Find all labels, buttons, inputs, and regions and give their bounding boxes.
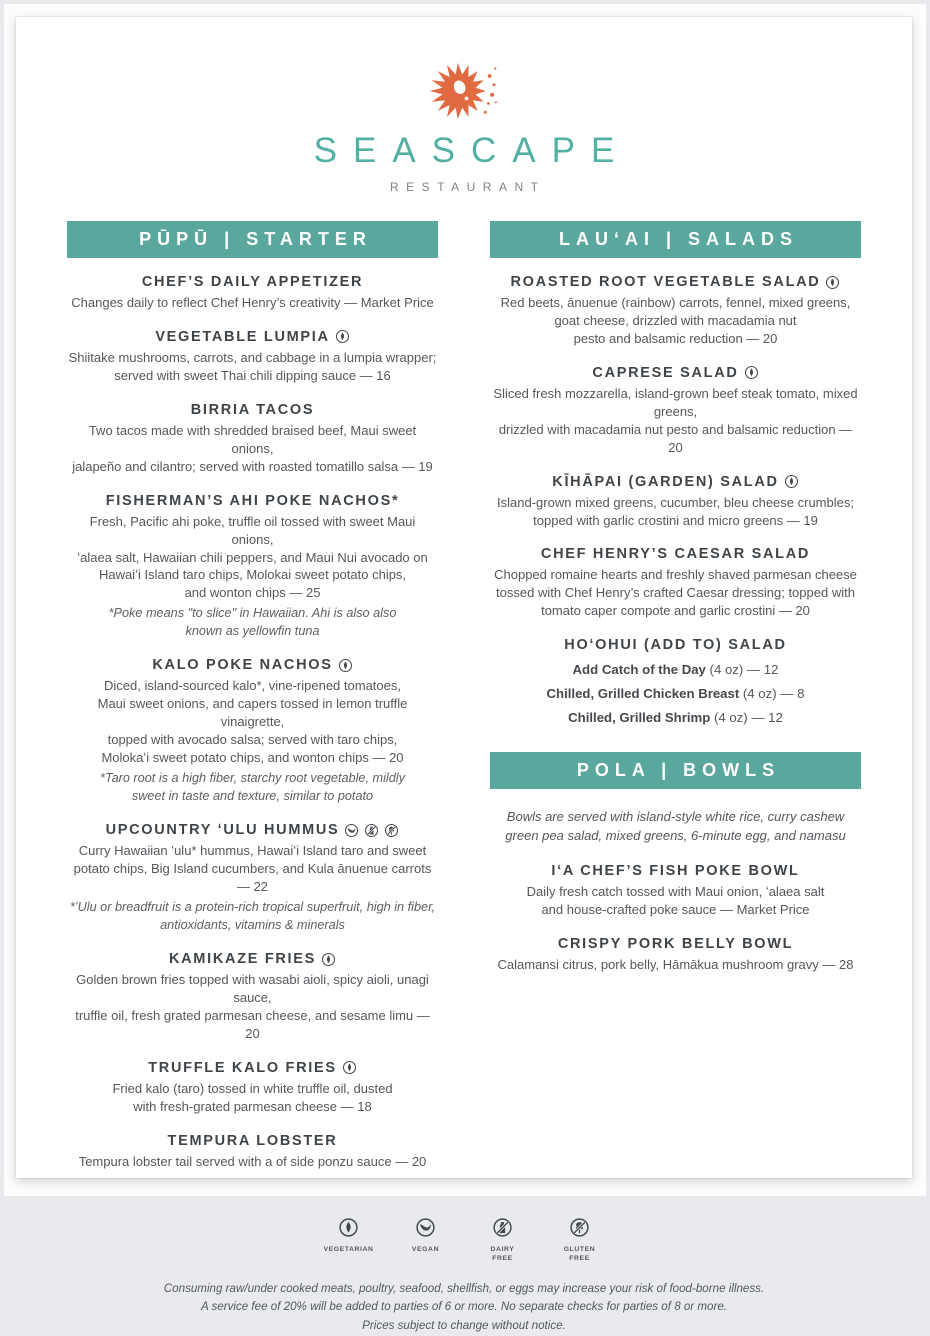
menu-columns (16, 221, 912, 1171)
vegetarian-icon (321, 952, 336, 967)
legend-item-gluten-free (549, 1217, 611, 1263)
menu-item-title (67, 274, 438, 290)
menu-item (67, 951, 438, 1043)
menu-page (16, 17, 912, 1332)
menu-item-description: Two tacos made with shredded braised beef, Maui sweet onions, jalapeño and cilantro; served with roasted tomatillo salsa — 19 (72, 422, 433, 474)
menu-item-description: Diced, island-sourced kalo*, vine-ripened tomatoes, Maui sweet onions, and capers tossed in lemon truffle vinaigrette, topped with avocado salsa; served with taro chips, Molokaʻi sweet potato chips, and wonton chips — 20 (97, 678, 408, 766)
menu-item (490, 365, 861, 457)
menu-item-description: Tempura lobster tail served with a of side ponzu sauce — 20 (78, 1153, 427, 1169)
menu-item-description: Golden brown fries topped with wasabi aioli, spicy aioli, unagi sauce, truffle oil, fresh grated parmesan cheese, and sesame limu — 20 (75, 972, 430, 1041)
menu-item-title-text: CRISPY PORK BELLY BOWL (557, 935, 794, 952)
menu-item-title-text: KALO POKE NACHOS (152, 657, 333, 674)
dietary-legend (16, 1217, 912, 1263)
menu-item-title (490, 863, 861, 879)
menu-item-title (67, 402, 438, 418)
menu-item-description: Daily fresh catch tossed with Maui onion, ʻalaea salt and house-crafted poke sauce — Market Price (526, 883, 825, 917)
menu-item (490, 863, 861, 919)
menu-item-title (490, 274, 861, 290)
restaurant-subtitle: RESTAURANT (390, 180, 546, 194)
menu-item (67, 402, 438, 476)
menu-item (67, 493, 438, 641)
menu-item-title-text: TEMPURA LOBSTER (167, 1132, 338, 1149)
menu-item-footnote: *ʻUlu or breadfruit is a protein-rich tropical superfruit, high in fiber, antioxidants, vitamins & minerals (69, 899, 436, 932)
legend-item-dairy-free (472, 1217, 534, 1263)
gluten-free-icon (569, 1217, 590, 1238)
menu-item-title-text: ROASTED ROOT VEGETABLE SALAD (510, 274, 821, 290)
disclaimer-line: A service fee of 20% will be added to parties of 6 or more. No separate checks for parties of 8 or more. (200, 1300, 728, 1314)
menu-item-title (67, 329, 438, 345)
menu-item-title (490, 936, 861, 952)
menu-item-title-text: TRUFFLE KALO FRIES (148, 1059, 337, 1076)
legend-item-vegetarian (318, 1217, 380, 1254)
menu-footer (16, 1217, 912, 1336)
vegan-icon (415, 1217, 436, 1238)
menu-item-title-text: VEGETABLE LUMPIA (155, 328, 330, 345)
menu-item-title-text: FISHERMAN’S AHI POKE NACHOS* (105, 492, 400, 509)
menu-item-title (67, 1133, 438, 1149)
menu-item-footnote: *Poke means "to slice" in Hawaiian. Ahi is also also known as yellowfin tuna (108, 606, 397, 639)
menu-item-title-text: CHEF’S DAILY APPETIZER (141, 274, 364, 290)
menu-item-title (67, 951, 438, 967)
menu-item-title-text: UPCOUNTRY ʻULU HUMMUS (105, 822, 340, 839)
menu-item-title (490, 365, 861, 381)
menu-item-title-text: HOʻOHUI (ADD TO) SALAD (564, 637, 787, 654)
menu-item (490, 274, 861, 348)
menu-item-title (490, 474, 861, 490)
add-on-line: Chilled, Grilled Chicken Breast (4 oz) — 8 (546, 686, 805, 702)
menu-column-left (67, 221, 438, 1171)
restaurant-name: SEASCAPE (313, 131, 631, 170)
add-on-line: Chilled, Grilled Shrimp (4 oz) — 12 (568, 710, 783, 726)
menu-item-title-text: CHEF HENRY’S CAESAR SALAD (540, 546, 811, 563)
vegetarian-icon (744, 365, 759, 380)
menu-item-title-text: CAPRESE SALAD (592, 364, 739, 381)
menu-item-title-text: BIRRIA TACOS (190, 401, 315, 418)
sea-urchin-icon (429, 59, 499, 123)
menu-item (490, 474, 861, 530)
menu-item-description: Fresh, Pacific ahi poke, truffle oil tossed with sweet Maui onions, ʻalaea salt, Hawaiian chili peppers, and Maui Nui avocado on Hawaiʻi Island taro chips, Molokai sweet potato chips, and wonton chips — 25 (77, 513, 428, 601)
menu-item (67, 1060, 438, 1116)
menu-item-title (490, 546, 861, 562)
menu-item-title (67, 822, 438, 838)
section-header: PŪPŪ | STARTER (67, 221, 438, 258)
menu-item-description: Fried kalo (taro) tossed in white truffle oil, dusted with fresh-grated parmesan cheese — 18 (112, 1080, 393, 1114)
add-on-line: Add Catch of the Day (4 oz) — 12 (572, 662, 779, 678)
menu-item (67, 1133, 438, 1171)
menu-item-description: Sliced fresh mozzarella, island-grown beef steak tomato, mixed greens, drizzled with macadamia nut pesto and balsamic reduction — 20 (493, 385, 858, 455)
section-intro-note: Bowls are served with island-style white rice, curry cashew green pea salad, mixed greens, 6-minute egg, and namasu (505, 809, 846, 844)
menu-item (67, 822, 438, 934)
menu-item-title-text: KAMIKAZE FRIES (168, 951, 317, 967)
menu-item-description: Chopped romaine hearts and freshly shaved parmesan cheese tossed with Chef Henry’s crafted Caesar dressing; topped with tomato caper compote and garlic crostini — 20 (494, 567, 857, 619)
menu-item (490, 637, 861, 725)
vegetarian-icon (825, 275, 840, 290)
dairy-free-icon (364, 823, 379, 838)
dairy-free-icon (492, 1217, 513, 1238)
menu-item-title-text: IʻA CHEF’S FISH POKE BOWL (551, 862, 800, 879)
section-header: LAUʻAI | SALADS (490, 221, 861, 258)
disclaimer-line: Consuming raw/under cooked meats, poultry, seafood, shellfish, or eggs may increase your risk of food-borne illness. (163, 1281, 765, 1295)
menu-item (67, 657, 438, 805)
menu-item-title (67, 1060, 438, 1076)
menu-item (67, 274, 438, 312)
menu-item-title (67, 493, 438, 509)
menu-item-description: Island-grown mixed greens, cucumber, bleu cheese crumbles; topped with garlic crostini and micro greens — 19 (497, 494, 854, 528)
menu-item-footnote: *Taro root is a high fiber, starchy root vegetable, mildly sweet in taste and texture, similar to potato (100, 771, 405, 804)
menu-item-description: Changes daily to reflect Chef Henry’s creativity — Market Price (71, 295, 434, 310)
legend-label: VEGETARIAN (323, 1245, 374, 1253)
disclaimer-text (16, 1280, 912, 1336)
legend-label: DAIRY FREE (490, 1245, 515, 1262)
vegetarian-icon (338, 658, 353, 673)
gluten-free-icon (384, 823, 399, 838)
disclaimer-line: Prices subject to change without notice. (362, 1319, 566, 1332)
menu-item-description: Shiitake mushrooms, carrots, and cabbage in a lumpia wrapper; served with sweet Thai chili dipping sauce — 16 (68, 349, 437, 383)
vegetarian-icon (342, 1060, 357, 1075)
section-header: POLA | BOWLS (490, 752, 861, 789)
brand-header (16, 17, 912, 194)
vegetarian-icon (784, 474, 799, 489)
menu-item-description: Curry Hawaiian ʻulu* hummus, Hawaiʻi Island taro and sweet potato chips, Big Island cucumbers, and Kula ānuenue carrots — 22 (73, 843, 432, 894)
menu-item-description: Red beets, ānuenue (rainbow) carrots, fennel, mixed greens, goat cheese, drizzled with macadamia nut pesto and balsamic reduction — 20 (500, 295, 851, 346)
menu-item-description: Calamansi citrus, pork belly, Hāmākua mushroom gravy — 28 (497, 956, 854, 972)
menu-item-title (490, 637, 861, 653)
vegetarian-icon (335, 329, 350, 344)
legend-label: VEGAN (411, 1245, 440, 1253)
legend-item-vegan (395, 1217, 457, 1254)
legend-label: GLUTEN FREE (563, 1245, 596, 1262)
menu-column-right (490, 221, 861, 974)
menu-item (490, 546, 861, 620)
menu-item-title-text: KĪHĀPAI (GARDEN) SALAD (552, 473, 779, 490)
menu-item (67, 329, 438, 385)
menu-item-title (67, 657, 438, 673)
menu-item (490, 936, 861, 974)
vegetarian-icon (338, 1217, 359, 1238)
vegan-icon (344, 823, 359, 838)
